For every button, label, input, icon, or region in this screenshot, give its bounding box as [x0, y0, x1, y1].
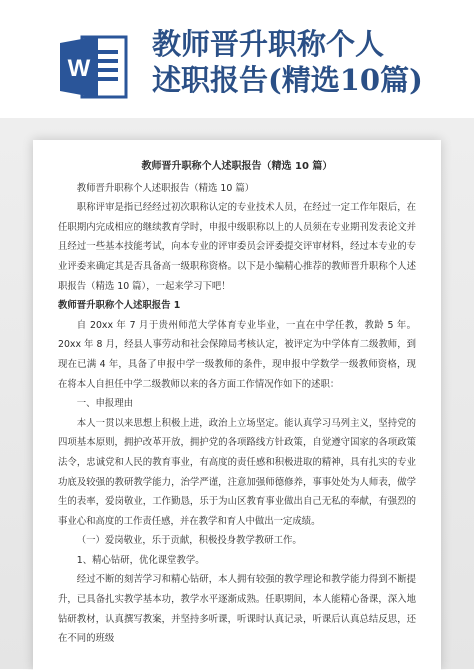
- document-title: 教师晋升职称个人述职报告（精选 10 篇）: [141, 161, 333, 172]
- paragraph: 本人一贯以来思想上积极上进，政治上立场坚定。能认真学习马列主义，坚持党的四项基本原则，拥护改革开放，拥护党的各项路线方针政策，自觉遵守国家的各项政策法令，忠诚党和人民的教育事业，有高度的责任感和积极进取的精神，具有扎实的专业功底及较强的教研教学能力，治学严谨，注意加强师德修养，事事处处为人师表，做学生的表率，爱岗敬业，工作勤恳，乐于为山区教育事业做出自己无私的奉献，有强烈的事业心和高度的工作责任感，并在教学和育人中做出一定成绩。: [58, 417, 416, 527]
- document-body: [58, 157, 416, 649]
- header-banner: [0, 0, 474, 118]
- paragraph: 一、申报理由: [76, 398, 134, 410]
- paragraph: 自 20xx 年 7 月于贵州师范大学体育专业毕业，一直在中学任教，教龄 5 年。 20xx 年 8 月，经县人事劳动和社会保障局考核认定，被评定为中学体育二级教师，到现在已满 4 年，具备了申报中学一级教师的条件，现申报中学数学一级教师资格，现在将本人自担任中学二级教师以来的各方面工作情况作如下的述职：: [58, 319, 416, 390]
- page-title: [152, 26, 470, 98]
- paragraph: 职称评审是指已经经过初次职称认定的专业技术人员，在经过一定工作年限后，在任职期内完成相应的继续教育学时，申报中级职称以上的人员须在专业期刊发表论文并且经过一些基本技能考试，向本专业的评审委员会评委提交评审材料，经过本专业的专业评委来确定其是否具备高一级职称资格。以下是小编精心推荐的教师晋升职称个人述职报告（精选 10 篇），一起来学习下吧！: [58, 202, 416, 292]
- paragraph: （一）爱岗敬业，乐于贡献，积极投身教学教研工作。: [76, 535, 302, 547]
- document-page: [33, 140, 441, 670]
- svg-text:W: W: [67, 55, 91, 82]
- section-heading: 教师晋升职称个人述职报告 1: [58, 300, 181, 312]
- title-line-2: 述职报告(精选10篇): [152, 63, 423, 97]
- title-line-1: 教师晋升职称个人: [152, 27, 385, 61]
- word-document-icon: [58, 33, 132, 101]
- paragraph: 1、精心钻研，优化课堂教学。: [76, 554, 205, 566]
- paragraph-list: [58, 179, 416, 649]
- paragraph: 经过不断的刻苦学习和精心钻研，本人拥有较强的教学理论和教学能力得到不断提升，已具备扎实教学基本功，教学水平逐渐成熟。任职期间，本人能精心备课，深入地钻研教材，认真撰写教案，并坚持多听课，听课时认真记录，听课后认真总结反思，还在不同的班级: [58, 574, 416, 645]
- paragraph: 教师晋升职称个人述职报告（精选 10 篇）: [76, 182, 255, 194]
